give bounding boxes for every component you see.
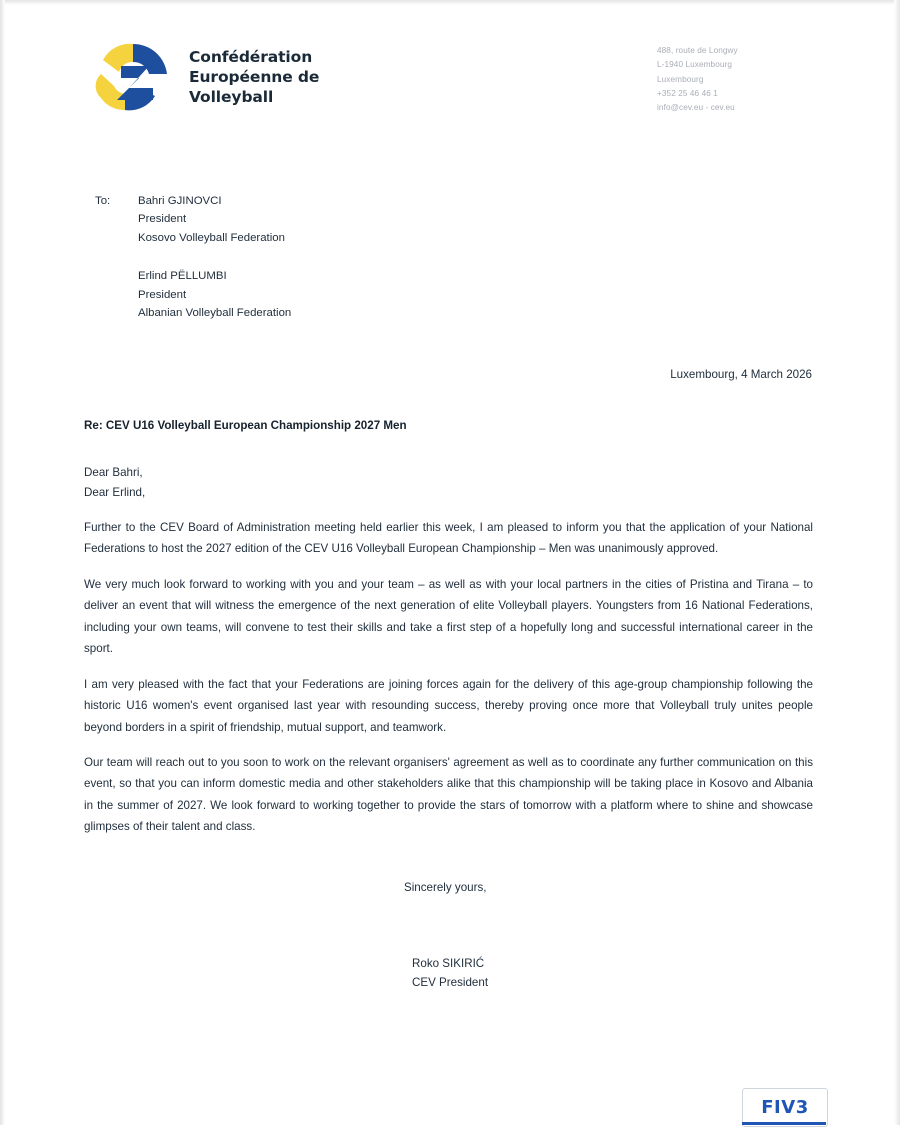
- scan-edge-right: [894, 0, 900, 1125]
- scan-edge-top: [0, 0, 900, 5]
- recipient-1-name: Bahri GJINOVCI: [138, 195, 222, 207]
- organisation-line-3: Volleyball: [189, 87, 274, 106]
- scan-edge-left: [0, 0, 5, 1125]
- address-email-web: info@cev.eu - cev.eu: [657, 103, 735, 113]
- recipient-2-name: Erlind PËLLUMBI: [138, 270, 227, 283]
- body-paragraph-4: Our team will reach out to you soon to work on the relevant organisers' agreement as well as to coordinate any further communication on this event, so that you can inform domestic media and other stakeholders alike that this championship will be taking place in Kosovo and Albania in the summer of 2027. We look forward to working together to provide the stars of tomorrow with a platform where to shine and showcase glimpses of their talent and class.: [84, 755, 813, 834]
- signoff: Sincerely yours,: [404, 881, 487, 894]
- recipient-2-organisation: Albanian Volleyball Federation: [138, 307, 292, 320]
- to-label: To:: [95, 195, 111, 207]
- recipient-secondary: [95, 267, 291, 322]
- cev-logo-icon: [95, 40, 171, 116]
- recipient-1-role: President: [138, 213, 187, 226]
- signatory-title: CEV President: [412, 975, 489, 989]
- salutation: [84, 463, 145, 503]
- recipient-primary: [95, 192, 291, 247]
- recipient-block: [95, 192, 291, 323]
- body-paragraph-2: We very much look forward to working with you and your team – as well as with your local partners in the cities of Pristina and Tirana – to deliver an event that will witness the emergence of the next generation of elite Volleyball players. Youngsters from 16 National Federations, including your own teams, will convene to test their skills and take a first step of a hopefully long and successful international career in the sport.: [84, 577, 813, 656]
- salutation-line-1: Dear Bahri,: [84, 466, 143, 479]
- body-paragraph-1: Further to the CEV Board of Administration meeting held earlier this week, I am pleased to inform you that the application of your National Federations to host the 2027 edition of the CEV U16 Volleyball European Championship – Men was unanimously approved.: [84, 521, 813, 556]
- letterhead: [95, 40, 319, 116]
- address-country: Luxembourg: [657, 74, 704, 84]
- dateline: Luxembourg, 4 March 2026: [670, 368, 812, 381]
- recipient-1-organisation: Kosovo Volleyball Federation: [138, 231, 285, 244]
- recipient-2-role: President: [138, 288, 187, 301]
- body-paragraph-3: I am very pleased with the fact that your Federations are joining forces again for the delivery of this age-group championship following the historic U16 women's event organised last year with resounding success, thereby proving once more that Volleyball truly unites people beyond borders in a spirit of friendship, mutual support, and teamwork.: [84, 677, 813, 734]
- address-phone: +352 25 46 46 1: [657, 89, 718, 99]
- address-block: [657, 44, 817, 116]
- organisation-line-2: Européenne de: [189, 68, 320, 87]
- subject-line: Re: CEV U16 Volleyball European Championship 2027 Men: [84, 419, 407, 432]
- salutation-line-2: Dear Erlind,: [84, 485, 146, 499]
- organisation-name: [189, 48, 319, 107]
- organisation-line-1: Confédération: [189, 48, 313, 67]
- signature-block: [412, 955, 488, 993]
- fivb-logo-text: FIV3: [761, 1097, 809, 1118]
- signatory-name: Roko SIKIRIĆ: [412, 957, 485, 970]
- address-postal-city: L-1940 Luxembourg: [657, 60, 732, 70]
- address-street: 488, route de Longwy: [657, 46, 738, 55]
- letter-body: [84, 517, 813, 838]
